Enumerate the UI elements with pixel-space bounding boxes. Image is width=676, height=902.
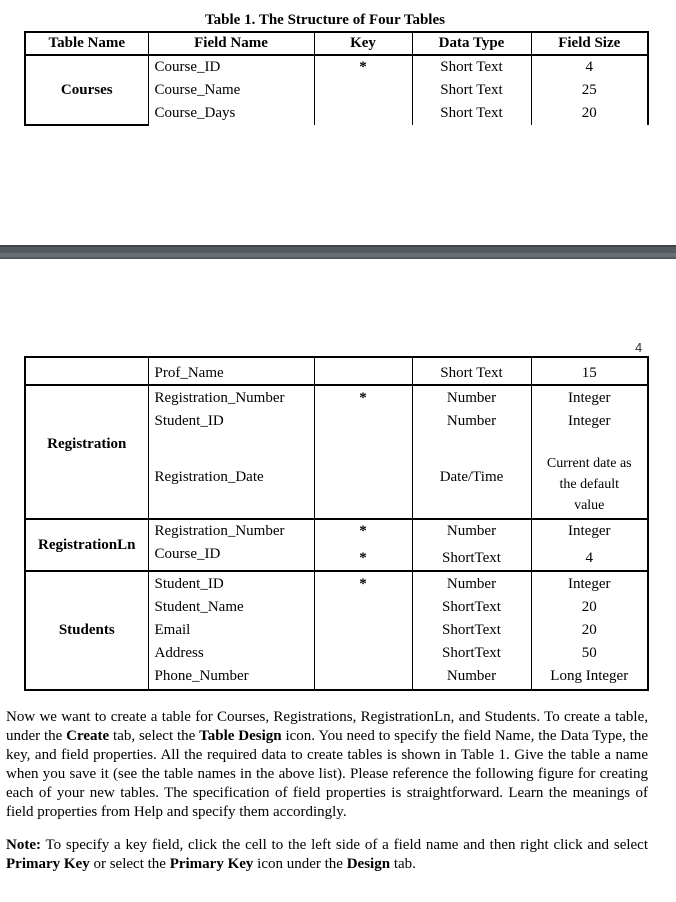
field-name: Course_ID xyxy=(148,55,314,79)
header-field-name: Field Name xyxy=(148,32,314,55)
key-list xyxy=(314,571,412,690)
key-list xyxy=(314,519,412,571)
field-size: Long Integer xyxy=(550,668,629,684)
data-type: Number xyxy=(446,523,497,539)
table-name-empty xyxy=(25,357,148,385)
field-size: Current date as xyxy=(546,456,632,471)
field-size: 20 xyxy=(581,599,597,615)
field-size: 20 xyxy=(581,622,597,638)
field-name: Email xyxy=(154,622,191,638)
field-size: 4 xyxy=(531,55,648,79)
field-size: 20 xyxy=(531,102,648,125)
field-name: Student_ID xyxy=(154,576,224,592)
field-size: 50 xyxy=(581,645,597,661)
para-bold: Create xyxy=(66,728,110,744)
type-list xyxy=(412,519,531,571)
note-label: Note: xyxy=(6,837,41,853)
para-text: or select the xyxy=(89,856,170,872)
key-marker: * xyxy=(359,523,367,539)
data-type: Date/Time xyxy=(439,469,504,485)
type-list xyxy=(412,571,531,690)
para-bold: Design xyxy=(346,856,391,872)
field-size: Integer xyxy=(568,523,611,539)
structure-table-continued xyxy=(24,356,649,691)
field-list xyxy=(148,385,314,519)
data-type: Number xyxy=(446,576,497,592)
field-list xyxy=(148,571,314,690)
field-size: 15 xyxy=(531,357,648,385)
size-list xyxy=(531,519,648,571)
table-name-registration: Registration xyxy=(25,385,148,519)
key-marker: * xyxy=(314,55,412,79)
header-table-name: Table Name xyxy=(25,32,148,55)
para-bold: Table Design xyxy=(199,728,282,744)
page-number: 4 xyxy=(635,340,643,355)
page-divider xyxy=(0,245,676,259)
note-paragraph xyxy=(6,836,648,874)
data-type: ShortText xyxy=(442,599,501,615)
data-type: ShortText xyxy=(442,550,501,566)
table-name-courses: Courses xyxy=(25,55,148,125)
field-list xyxy=(148,519,314,571)
field-size: Integer xyxy=(568,413,611,429)
para-text: tab, select the xyxy=(109,728,200,744)
field-name: Course_ID xyxy=(154,546,221,562)
size-list xyxy=(531,385,648,519)
field-size: Integer xyxy=(568,576,611,592)
key-marker xyxy=(314,79,412,102)
field-name: Student_Name xyxy=(154,599,244,615)
data-type: Short Text xyxy=(412,357,531,385)
field-name: Student_ID xyxy=(154,413,224,429)
field-name: Address xyxy=(154,645,204,661)
para-text: tab. xyxy=(390,856,416,872)
table-caption: Table 1. The Structure of Four Tables xyxy=(205,12,445,28)
key-marker: * xyxy=(359,550,367,566)
data-type: Number xyxy=(446,413,497,429)
table-row xyxy=(25,357,648,385)
size-list xyxy=(531,571,648,690)
data-type: Number xyxy=(446,668,497,684)
key-marker xyxy=(314,357,412,385)
header-data-type: Data Type xyxy=(412,32,531,55)
field-size: the default xyxy=(559,477,619,492)
field-name: Course_Name xyxy=(148,79,314,102)
header-row xyxy=(25,32,648,55)
field-name: Course_Days xyxy=(148,102,314,125)
field-name: Phone_Number xyxy=(154,668,249,684)
table-name-students: Students xyxy=(25,571,148,690)
data-type: Number xyxy=(446,390,497,406)
table-row xyxy=(25,571,648,690)
field-size: value xyxy=(574,498,605,513)
para-text: Now we want to create a table for Courses, Registrations, RegistrationLn, and Students. To create a table, under the xyxy=(6,709,648,744)
type-list xyxy=(412,385,531,519)
header-field-size: Field Size xyxy=(531,32,648,55)
instructions-paragraph xyxy=(6,708,648,822)
field-name: Prof_Name xyxy=(148,357,314,385)
key-list xyxy=(314,385,412,519)
para-bold: Primary Key xyxy=(6,856,90,872)
key-marker: * xyxy=(359,390,367,406)
field-name: Registration_Date xyxy=(154,469,264,485)
field-name: Registration_Number xyxy=(154,390,285,406)
data-type: Short Text xyxy=(412,79,531,102)
field-size: Integer xyxy=(568,390,611,406)
key-marker: * xyxy=(359,576,367,592)
data-type: Short Text xyxy=(412,102,531,125)
table-name-registrationln: RegistrationLn xyxy=(25,519,148,571)
para-text: icon. You need to specify the field Name, the Data Type, the key, and field properties. All the required data to create tables is shown in Table 1. Give the table a name when you save it (see the table names in the above list). Please reference the following figure for creating each of your new tables. The specification of field properties is straightforward. Learn the meanings of field properties from Help and specify them accordingly. xyxy=(6,728,649,820)
table-row xyxy=(25,519,648,571)
field-name: Registration_Number xyxy=(154,523,285,539)
data-type: ShortText xyxy=(442,645,501,661)
structure-table-top xyxy=(24,31,649,126)
header-key: Key xyxy=(314,32,412,55)
field-size: 4 xyxy=(585,550,593,566)
para-text: icon under the xyxy=(253,856,347,872)
para-text: To specify a key field, click the cell to the left side of a field name and then right click and select xyxy=(40,837,648,853)
field-size: 25 xyxy=(531,79,648,102)
data-type: Short Text xyxy=(412,55,531,79)
key-marker xyxy=(314,102,412,125)
data-type: ShortText xyxy=(442,622,501,638)
para-bold: Primary Key xyxy=(169,856,254,872)
table-row xyxy=(25,385,648,519)
table-row xyxy=(25,55,648,79)
